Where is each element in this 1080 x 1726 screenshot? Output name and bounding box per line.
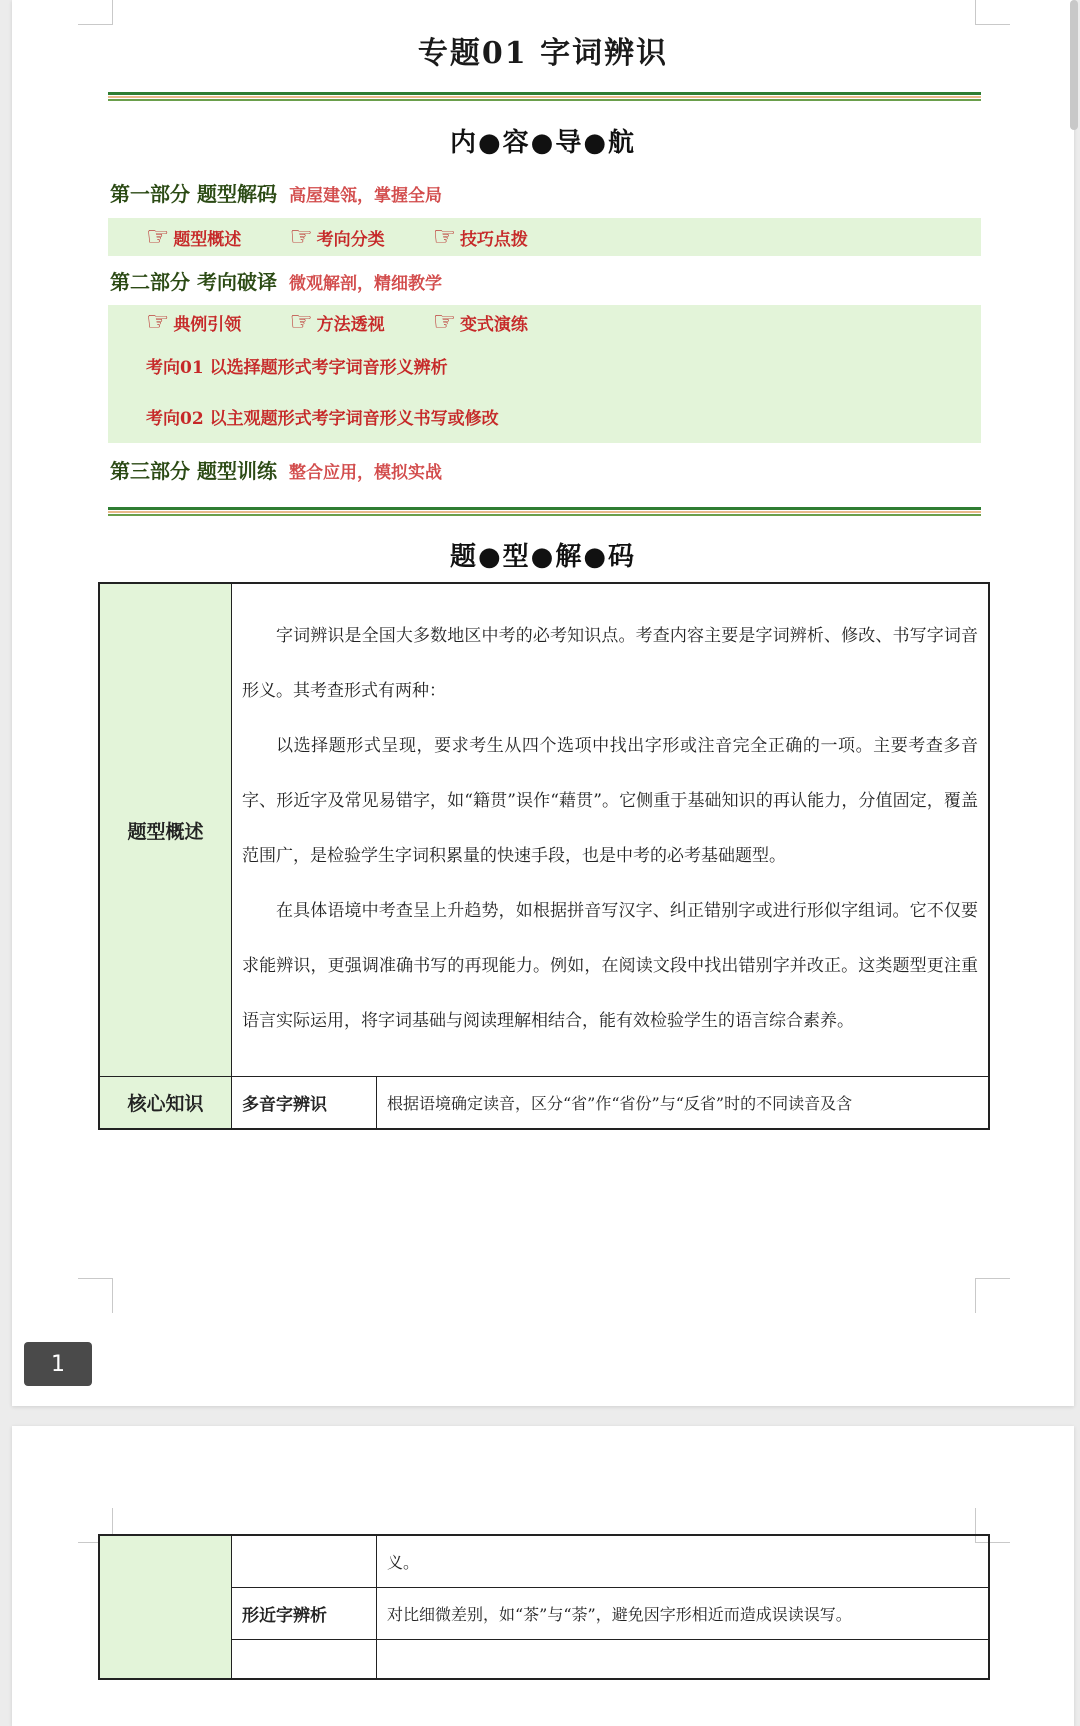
overview-paragraph-1: 字词辨识是全国大多数地区中考的必考知识点。考查内容主要是字词辨析、修改、书写字词音形义。其考查形式有两种： [242,626,978,701]
part3-subtitle: 整合应用，模拟实战 [288,463,442,483]
core-knowledge-label: 核心知识 [99,1077,232,1129]
page-number-badge: 1 [24,1342,92,1386]
page-corner-mark [78,0,113,25]
table-row [99,1535,989,1587]
page-corner-mark [975,0,1010,25]
polyphonic-description: 根据语境确定读音，区分“省”作“省份”与“反省”时的不同读音及含 [377,1077,990,1129]
nav-link-fangfa-toushi[interactable]: ☞ 方法透视 [289,307,385,337]
overview-label: 题型概述 [99,583,232,1077]
part2-band [108,305,981,443]
nav-link-tixing-gaishu[interactable]: ☞ 题型概述 [146,222,242,252]
table-row [99,1587,989,1639]
page-corner-mark [975,1278,1010,1313]
overview-paragraph-2: 以选择题形式呈现，要求考生从四个选项中找出字形或注音完全正确的一项。主要考查多音字、形近字及常见易错字，如“籍贯”误作“藉贯”。它侧重于基础知识的再认能力，分值固定，覆盖范围广，是检验学生字词积累量的快速手段，也是中考的必考基础题型。 [242,736,978,866]
document-page-2 [12,1426,1074,1726]
table-row [99,1077,989,1129]
similar-char-description: 对比细微差别，如“茶”与“荼”，避免因字形相近而造成误读误写。 [377,1587,990,1639]
part3-label: 第三部分 题型训练 [110,459,277,483]
empty-cell [377,1639,990,1679]
empty-cell [232,1639,377,1679]
empty-cell [232,1535,377,1587]
nav-heading: 内●容●导●航 [449,128,637,158]
scrollbar-thumb[interactable] [1070,0,1078,130]
pointing-hand-icon: ☞ [146,222,170,252]
kaoxiang-01-link[interactable]: 考向01 以选择题形式考字词音形义辨析 [146,358,448,378]
pointing-hand-icon: ☞ [432,222,456,252]
pointing-hand-icon: ☞ [289,222,313,252]
divider-rule [108,92,981,101]
overview-content [232,583,990,1077]
part2-line [110,266,442,295]
polyphonic-description-continued: 义。 [377,1535,990,1587]
kaoxiang-02-link[interactable]: 考向02 以主观题形式考字词音形义书写或修改 [146,409,499,429]
polyphonic-label: 多音字辨识 [232,1077,377,1129]
part1-label: 第一部分 题型解码 [110,182,277,206]
overview-table [98,582,990,1130]
nav-link-dianli-yinling[interactable]: ☞ 典例引领 [146,307,242,337]
divider-rule [108,507,981,516]
document-title: 专题01 字词辨识 [417,36,669,71]
section-heading: 题●型●解●码 [449,542,637,572]
document-page-1 [12,0,1074,1406]
part1-band [108,218,981,256]
nav-link-kaoxiang-fenlei[interactable]: ☞ 考向分类 [289,222,385,252]
overview-paragraph-3: 在具体语境中考查呈上升趋势，如根据拼音写汉字、纠正错别字或进行形似字组词。它不仅要求能辨识，更强调准确书写的再现能力。例如，在阅读文段中找出错别字并改正。这类题型更注重语言实际运用，将字词基础与阅读理解相结合，能有效检验学生的语言综合素养。 [242,901,978,1031]
similar-char-label: 形近字辨析 [232,1587,377,1639]
pointing-hand-icon: ☞ [289,307,313,337]
table-row [99,1639,989,1679]
part2-label: 第二部分 考向破译 [110,270,277,294]
core-knowledge-label-continued [99,1535,232,1679]
pointing-hand-icon: ☞ [146,307,170,337]
core-knowledge-table-continued [98,1534,990,1680]
part2-subtitle: 微观解剖，精细教学 [288,274,442,294]
nav-link-jiqiao-dianbo[interactable]: ☞ 技巧点拨 [432,222,528,252]
part1-subtitle: 高屋建瓴，掌握全局 [288,186,442,206]
page-corner-mark [78,1278,113,1313]
table-row [99,583,989,1077]
part1-line [110,178,442,207]
pointing-hand-icon: ☞ [432,307,456,337]
nav-link-bianshi-yanlian[interactable]: ☞ 变式演练 [432,307,528,337]
part3-line [110,455,442,484]
